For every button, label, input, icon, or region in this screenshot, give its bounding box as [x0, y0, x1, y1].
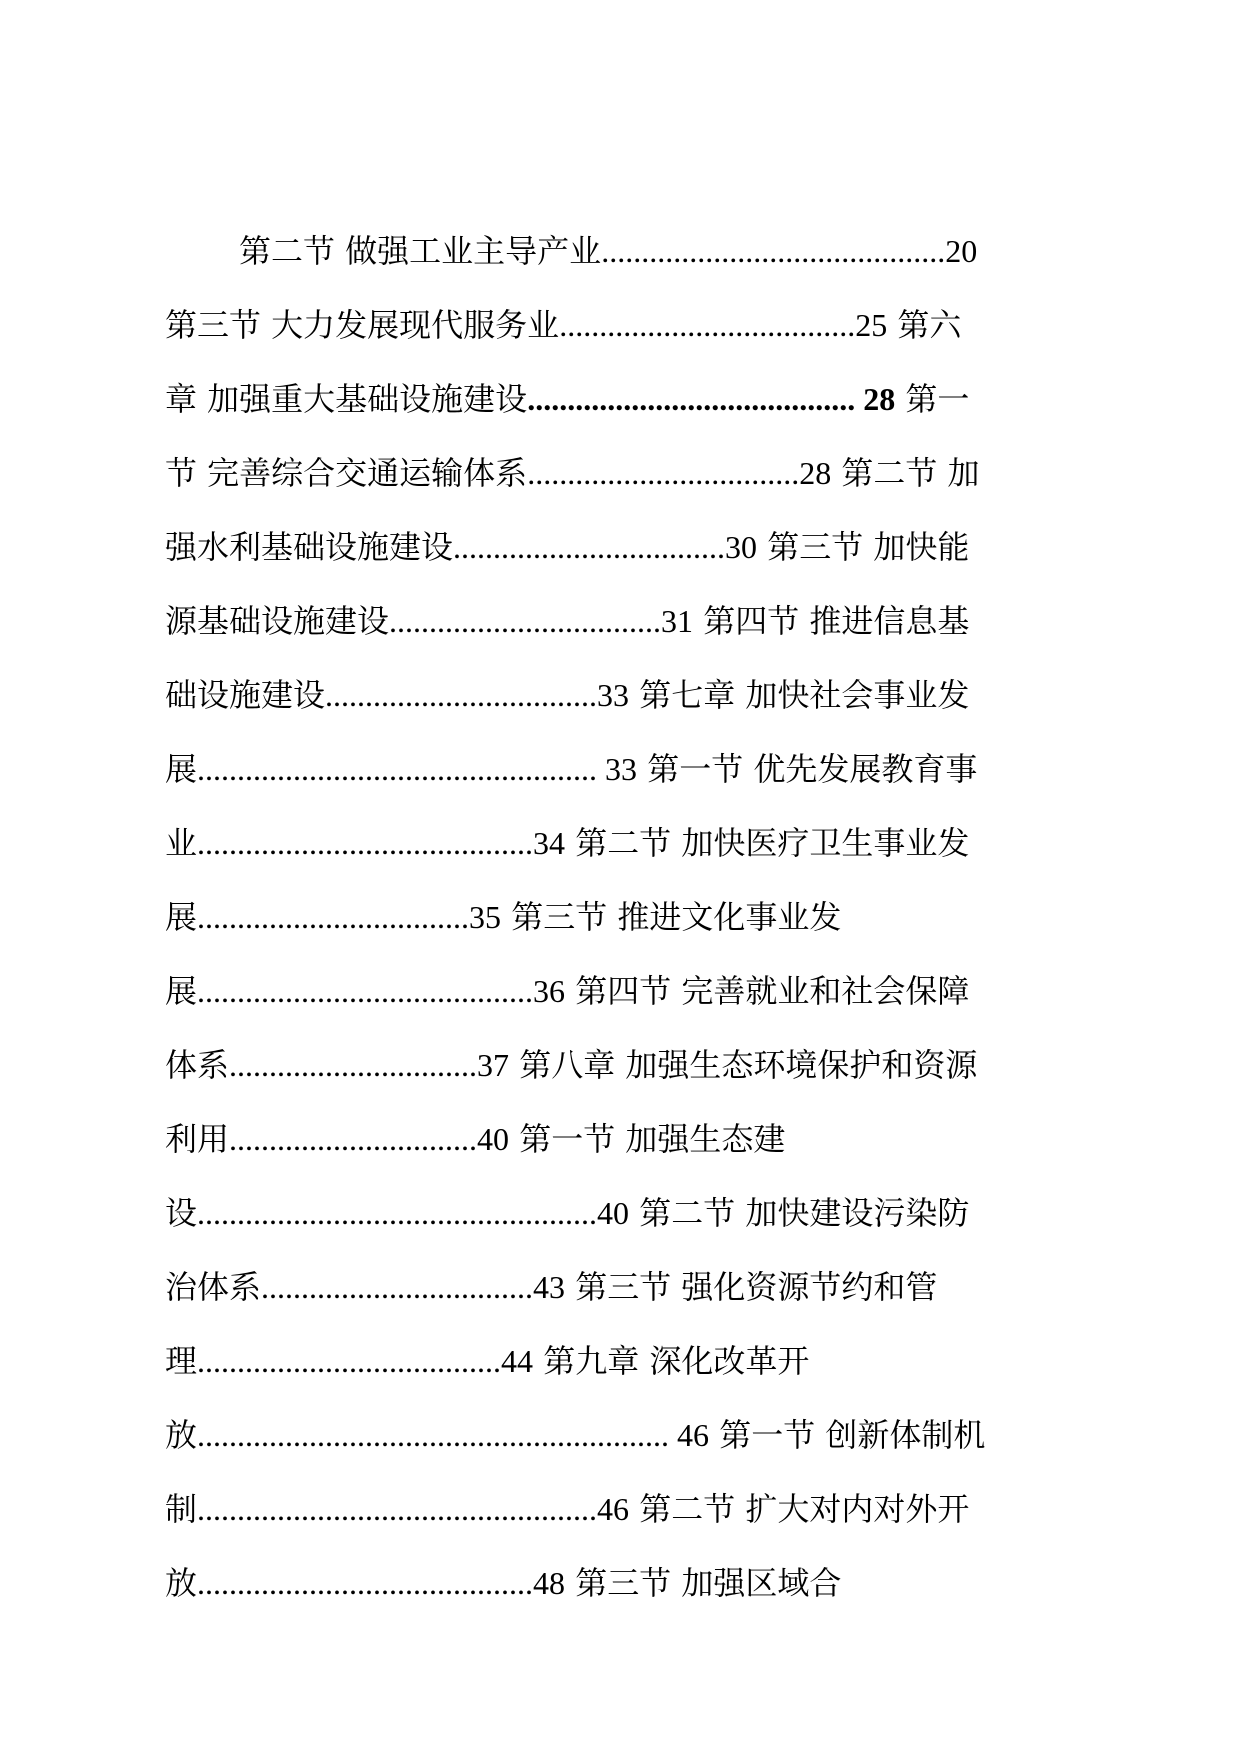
- toc-leader-dots: ..........................................: [197, 825, 534, 861]
- toc-leader-dots: ..................................................: [197, 1195, 598, 1231]
- toc-leader-dots: ..................................................: [197, 751, 598, 787]
- toc-page-number: 44: [501, 1343, 534, 1379]
- toc-line: [165, 1102, 1025, 1176]
- toc-leader-dots: ..................................: [389, 603, 662, 639]
- toc-line: [165, 436, 1025, 510]
- toc-entry-continuation: 第九章 深化改革开: [533, 1342, 810, 1380]
- toc-entry-continuation: 第一节 加强生态建: [509, 1120, 786, 1158]
- toc-entry-title: 放: [165, 1564, 198, 1602]
- toc-entry-title: 展: [165, 972, 198, 1010]
- toc-line: [165, 214, 1025, 288]
- toc-line: [165, 1546, 1025, 1620]
- toc-page-number: 37: [477, 1047, 510, 1083]
- toc-entry-continuation: 第四节 推进信息基: [693, 602, 970, 640]
- table-of-contents: [165, 214, 1025, 1620]
- toc-line: [165, 954, 1025, 1028]
- toc-entry-title: 展: [165, 898, 198, 936]
- toc-page-number: 28: [855, 381, 896, 417]
- toc-leader-dots: ..................................: [261, 1269, 534, 1305]
- toc-page-number: 20: [945, 233, 978, 269]
- toc-leader-dots: ...........................................................: [197, 1417, 670, 1453]
- toc-leader-dots: ..................................: [453, 529, 726, 565]
- toc-entry-continuation: 第七章 加快社会事业发: [629, 676, 970, 714]
- toc-page-number: 43: [533, 1269, 566, 1305]
- toc-entry-continuation: 第三节 强化资源节约和管: [565, 1268, 938, 1306]
- toc-entry-title: 设: [165, 1194, 198, 1232]
- toc-page-number: 34: [533, 825, 566, 861]
- toc-entry-continuation: 第三节 加强区域合: [565, 1564, 842, 1602]
- toc-line: [165, 1176, 1025, 1250]
- toc-page-number: 30: [725, 529, 758, 565]
- toc-page-number: 40: [597, 1195, 630, 1231]
- toc-page-number: 46: [597, 1491, 630, 1527]
- toc-entry-title: 治体系: [165, 1268, 262, 1306]
- toc-leader-dots: ..................................: [325, 677, 598, 713]
- toc-leader-dots: .....................................: [559, 307, 856, 343]
- toc-page-number: 40: [477, 1121, 510, 1157]
- toc-entry-title: 放: [165, 1416, 198, 1454]
- toc-entry-continuation: 第二节 加: [831, 454, 980, 492]
- toc-entry-continuation: 第六: [887, 306, 962, 344]
- toc-leader-dots: ......................................: [197, 1343, 502, 1379]
- toc-entry-title: 第三节 大力发展现代服务业: [165, 306, 560, 344]
- toc-leader-dots: ..................................: [197, 899, 470, 935]
- toc-entry-continuation: 第二节 加快医疗卫生事业发: [565, 824, 970, 862]
- toc-entry-title: 础设施建设: [165, 676, 326, 714]
- toc-page-number: 48: [533, 1565, 566, 1601]
- toc-entry-title: 理: [165, 1342, 198, 1380]
- toc-leader-dots: .........................................: [527, 381, 856, 417]
- toc-entry-title: 强水利基础设施建设: [165, 528, 454, 566]
- toc-entry-title: 体系: [165, 1046, 230, 1084]
- toc-entry-title: 章 加强重大基础设施建设: [165, 380, 528, 418]
- toc-leader-dots: ..................................................: [197, 1491, 598, 1527]
- toc-entry-continuation: 第三节 推进文化事业发: [501, 898, 842, 936]
- toc-page-number: 28: [799, 455, 832, 491]
- toc-entry-title: 利用: [165, 1120, 230, 1158]
- toc-line: [165, 1250, 1025, 1324]
- toc-page-number: 25: [855, 307, 888, 343]
- toc-entry-continuation: 第二节 加快建设污染防: [629, 1194, 970, 1232]
- toc-entry-title: 展: [165, 750, 198, 788]
- toc-line: [165, 288, 1025, 362]
- toc-page-number: 46: [669, 1417, 710, 1453]
- toc-page-number: 33: [597, 751, 638, 787]
- toc-entry-title: 第二节 做强工业主导产业: [239, 232, 602, 270]
- toc-entry-title: 源基础设施建设: [165, 602, 390, 640]
- toc-line: [165, 1028, 1025, 1102]
- toc-line: [165, 1324, 1025, 1398]
- toc-entry-continuation: 第二节 扩大对内对外开: [629, 1490, 970, 1528]
- toc-page-number: 35: [469, 899, 502, 935]
- toc-line: [165, 806, 1025, 880]
- toc-leader-dots: ..................................: [527, 455, 800, 491]
- toc-entry-continuation: 第八章 加强生态环境保护和资源: [509, 1046, 978, 1084]
- toc-line: [165, 510, 1025, 584]
- toc-entry-title: 业: [165, 824, 198, 862]
- toc-page-number: 36: [533, 973, 566, 1009]
- toc-entry-continuation: 第一节 创新体制机: [709, 1416, 986, 1454]
- toc-entry-title: 制: [165, 1490, 198, 1528]
- toc-line: [165, 584, 1025, 658]
- toc-leader-dots: ..........................................: [197, 973, 534, 1009]
- toc-entry-continuation: 第一节 优先发展教育事: [637, 750, 978, 788]
- toc-entry-continuation: 第三节 加快能: [757, 528, 970, 566]
- toc-line: [165, 362, 1025, 436]
- toc-line: [165, 1472, 1025, 1546]
- toc-line: [165, 880, 1025, 954]
- toc-page-number: 33: [597, 677, 630, 713]
- toc-entry-continuation: 第一: [895, 380, 970, 418]
- toc-entry-continuation: 第四节 完善就业和社会保障: [565, 972, 970, 1010]
- toc-leader-dots: ...........................................: [601, 233, 946, 269]
- toc-leader-dots: ...............................: [229, 1047, 478, 1083]
- toc-leader-dots: ...............................: [229, 1121, 478, 1157]
- toc-leader-dots: ..........................................: [197, 1565, 534, 1601]
- toc-line: [165, 732, 1025, 806]
- toc-entry-title: 节 完善综合交通运输体系: [165, 454, 528, 492]
- toc-page-number: 31: [661, 603, 694, 639]
- toc-line: [165, 658, 1025, 732]
- toc-line: [165, 1398, 1025, 1472]
